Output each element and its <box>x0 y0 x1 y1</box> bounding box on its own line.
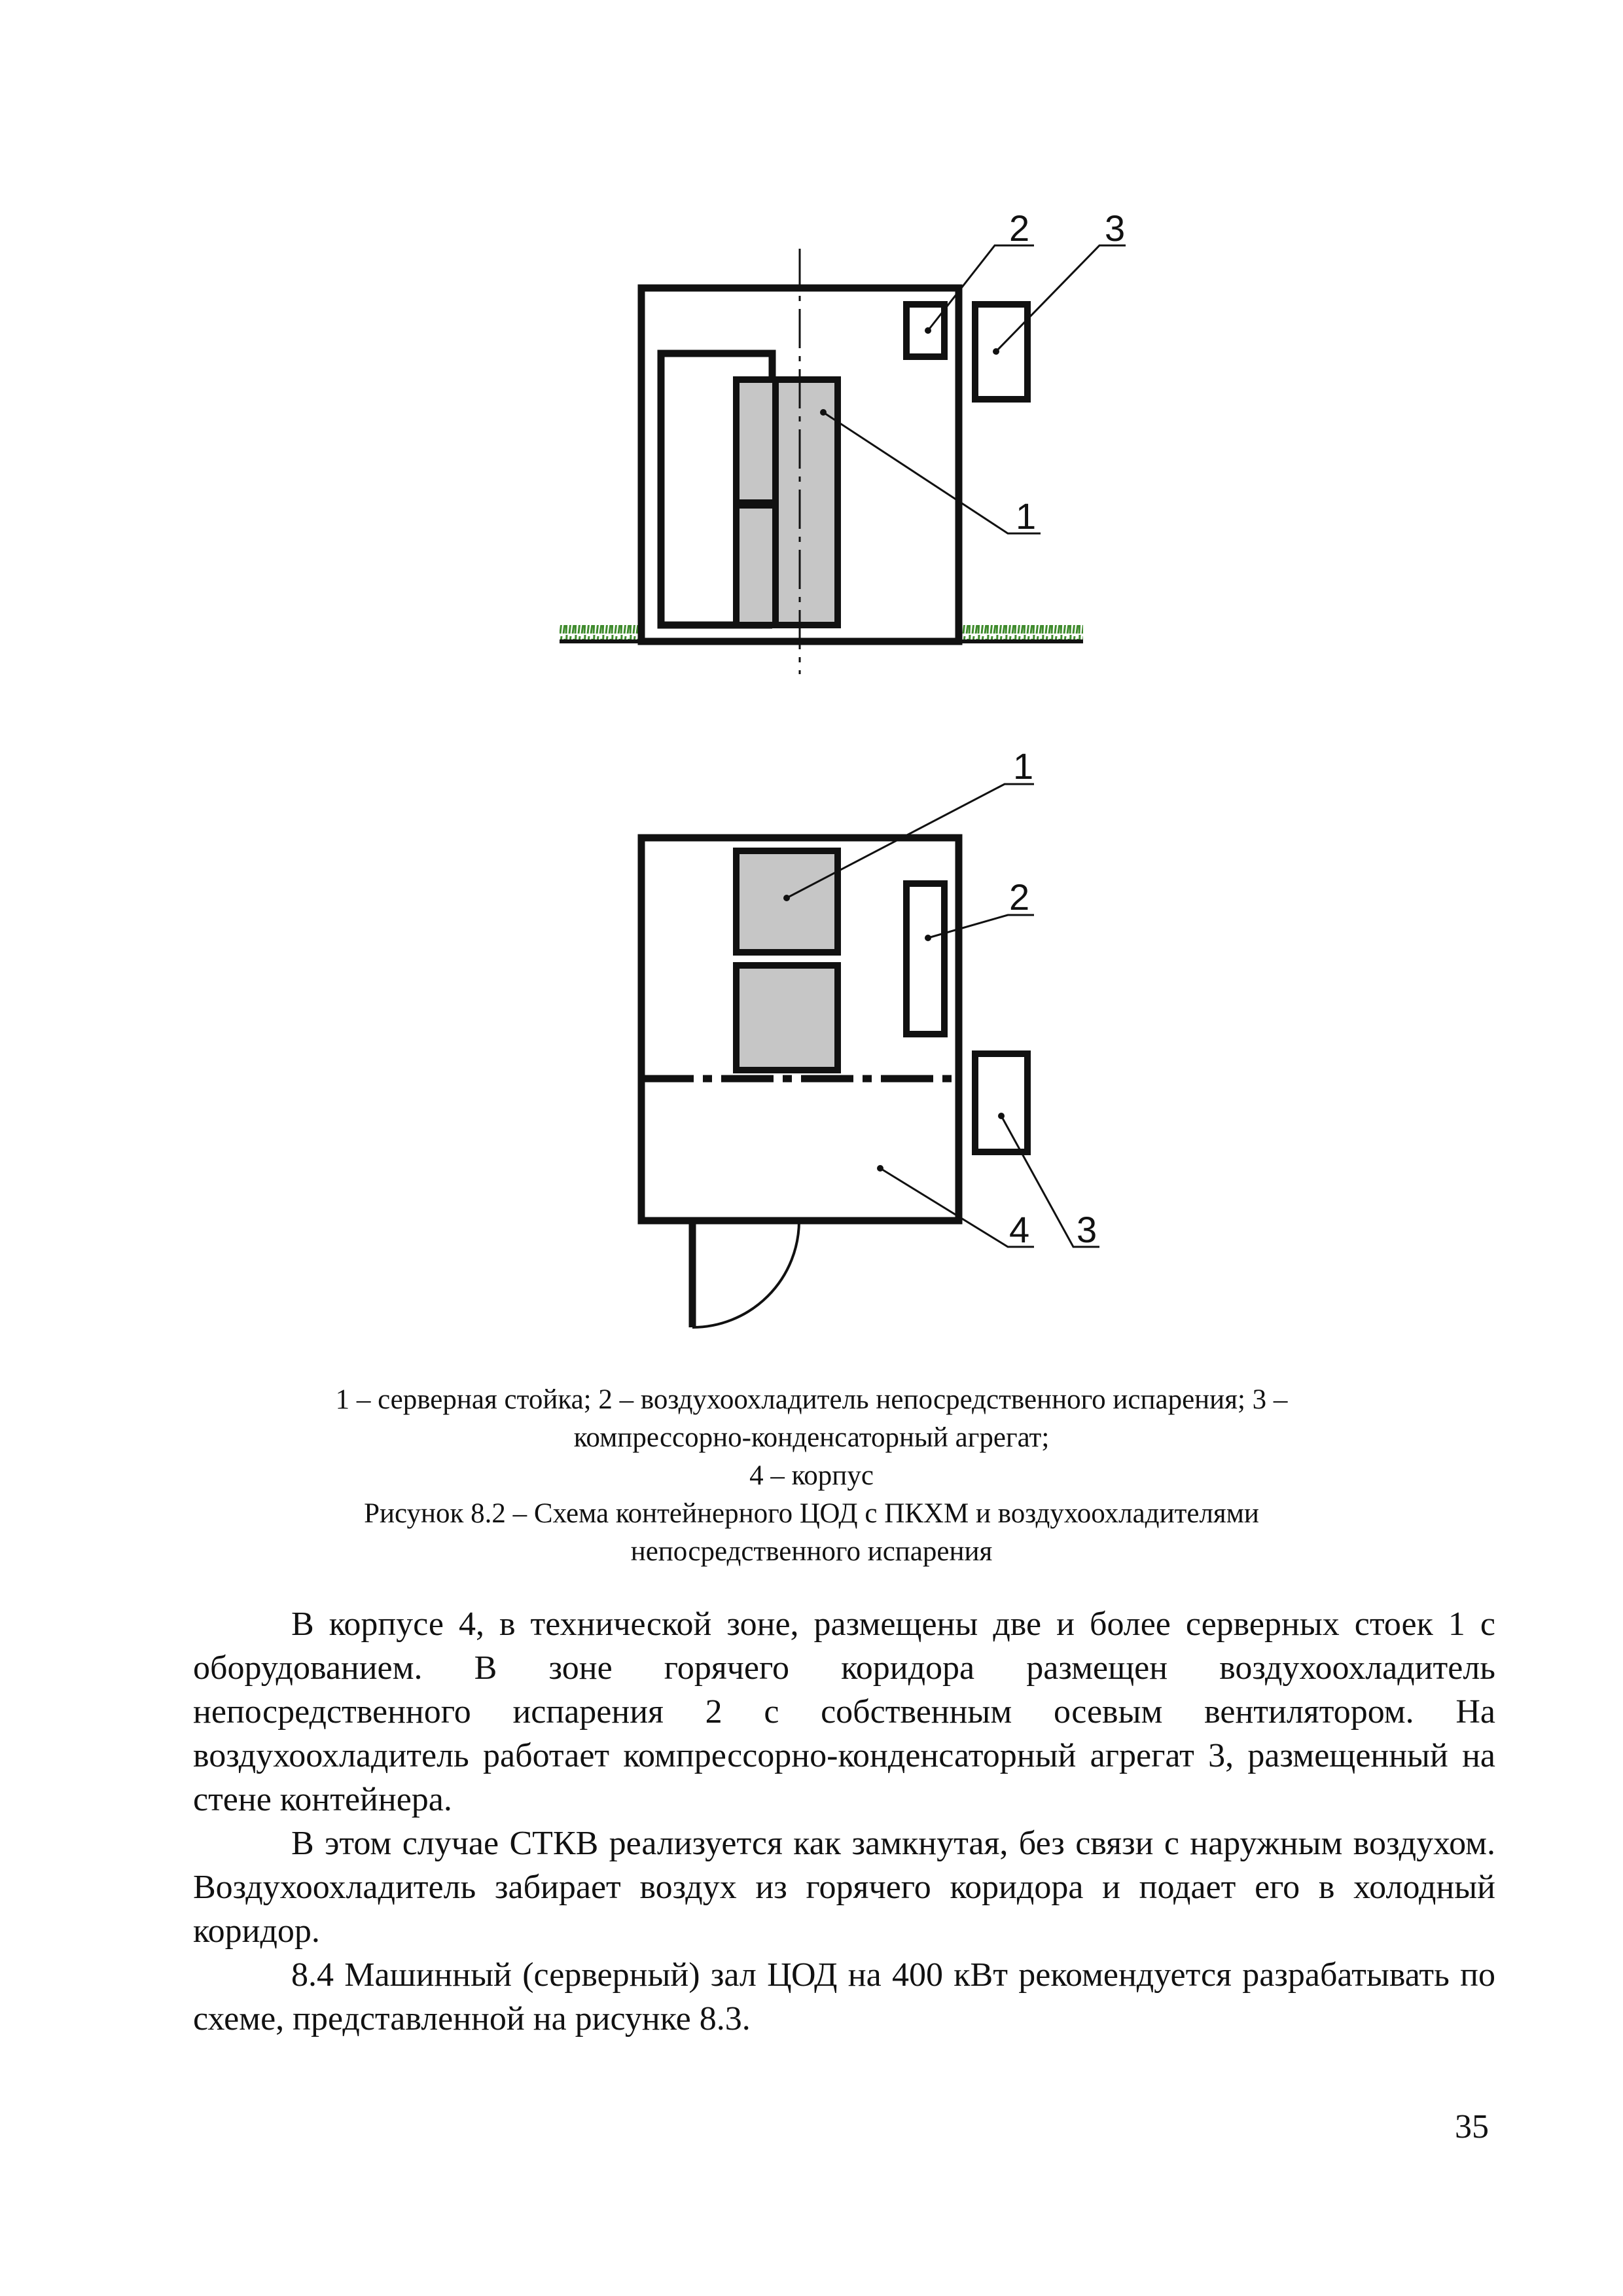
figure-legend-line-2: компрессорно-конденсаторный агрегат; <box>573 1422 1050 1453</box>
figure-title-line-2: непосредственного испарения <box>630 1536 993 1567</box>
ground-grass-left <box>560 625 645 641</box>
server-rack-plan-1 <box>736 851 838 952</box>
elevation-view <box>560 207 1126 674</box>
ground-grass-right <box>959 625 1083 641</box>
leader-3 <box>996 245 1126 351</box>
label-3-plan: 3 <box>1077 1209 1097 1250</box>
figure-legend-line-1: 1 – серверная стойка; 2 – воздухоохладитель непосредственного испарения; 3 – <box>335 1384 1288 1415</box>
leader-1 <box>823 412 1041 533</box>
label-4-plan: 4 <box>1009 1209 1030 1250</box>
paragraph-3: 8.4 Машинный (серверный) зал ЦОД на 400 кВт рекомендуется разрабатывать по схеме, представленной на рисунке 8.3. <box>193 1956 1495 2037</box>
figure-title-line-1: Рисунок 8.2 – Схема контейнерного ЦОД с ПКХМ и воздухоохладителями <box>364 1498 1259 1529</box>
air-cooler-plan-2 <box>906 884 944 1034</box>
compressor-unit-3 <box>975 304 1027 399</box>
plan-view <box>641 745 1099 1327</box>
label-2-plan: 2 <box>1009 876 1030 918</box>
figure-legend-line-3: 4 – корпус <box>749 1460 874 1491</box>
compressor-unit-plan-3 <box>975 1054 1027 1152</box>
body-text <box>193 1602 1495 2041</box>
paragraph-1: В корпусе 4, в технической зоне, размещены две и более серверных стоек 1 с оборудованием. В зоне горячего коридора размещен воздухоохладитель непосредственного испарения 2 с собственным осевым вентилятором. На воздухоохладитель работает компрессорно-конденсаторный агрегат 3, размещенный на стене контейнера. <box>193 1605 1495 1818</box>
door-swing-arc <box>692 1221 799 1327</box>
label-1-top: 1 <box>1016 495 1037 537</box>
label-1-plan: 1 <box>1013 745 1034 787</box>
label-2-top: 2 <box>1009 207 1030 249</box>
page-number: 35 <box>1455 2108 1489 2145</box>
label-3-top: 3 <box>1105 207 1126 249</box>
paragraph-2: В этом случае СТКВ реализуется как замкнутая, без связи с наружным воздухом. Воздухоохладитель забирает воздух из горячего коридора и подает его в холодный коридор. <box>193 1825 1495 1950</box>
server-rack-plan-2 <box>736 965 838 1070</box>
